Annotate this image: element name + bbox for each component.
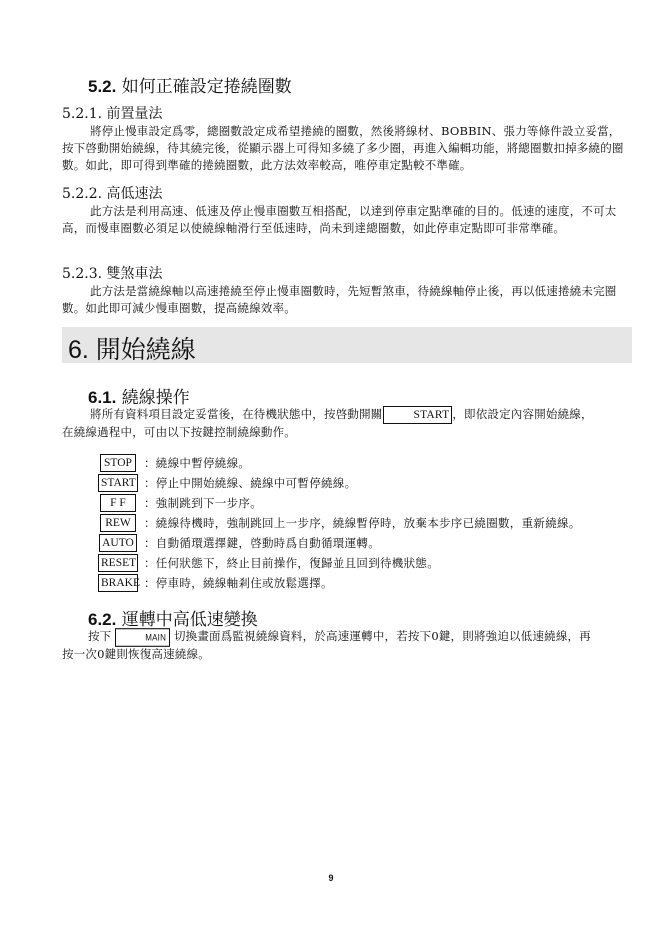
ff-key: F F <box>100 494 136 512</box>
section-6-2-number: 6.2. <box>88 610 117 629</box>
chapter-6-heading: 6. 開始繞線 <box>68 336 196 364</box>
section-5-2-1-heading: 5.2.1. 前置量法 <box>62 106 163 122</box>
key-row-reset <box>98 553 581 573</box>
reset-key: RESET <box>98 554 138 572</box>
section-6-1-number: 6.1. <box>88 388 117 407</box>
section-6-1-text-after: ，即依設定內容開始繞線， <box>452 407 593 421</box>
section-5-2-1-body: 將停止慢車設定爲零，總圈數設定成希望捲繞的圈數，然後將線材、BOBBIN、張力等條件設立妥當，按下啓動開始繞線，待其繞完後，從顯示器上可得知多繞了多少圈，再進入編輯功能，將總圈數扣掉多繞的圈數。如此，即可得到準確的捲繞圈數，此方法效率較高，唯停車定點較不準確。 <box>62 124 624 172</box>
page-number: 9 <box>328 873 334 883</box>
rew-key-description: ：繞線待機時，強制跳回上一步序，繞線暫停時，放棄本步序已繞圈數，重新繞線。 <box>144 516 581 530</box>
auto-key: AUTO <box>99 534 137 552</box>
brake-key-description: ：停車時，繞線軸剎住或放鬆選擇。 <box>144 576 333 590</box>
section-6-1-text-before: 將所有資料項目設定妥當後，在待機狀態中，按啓動開關 <box>90 407 383 421</box>
section-6-2-body <box>62 627 630 646</box>
section-5-2-title: 如何正確設定捲繞圈數 <box>121 77 292 97</box>
section-5-2-2-body: 此方法是利用高速、低速及停止慢車圈數互相搭配，以達到停車定點準確的目的。低速的速度，不可太高，而慢車圈數必須足以使繞線軸滑行至低速時，尚未到達總圈數，如此停車定點即可非常準確。 <box>62 204 617 235</box>
section-5-2-2-heading: 5.2.2. 高低速法 <box>62 186 163 202</box>
section-6-1-body <box>62 405 630 424</box>
rew-key: REW <box>100 514 136 532</box>
start-key-description: ：停止中開始繞線、繞線中可暫停繞線。 <box>144 476 357 490</box>
section-6-1-title: 繞線操作 <box>121 388 190 408</box>
key-row-start <box>98 473 581 493</box>
brake-key: BRAKE <box>98 574 138 592</box>
section-5-2-3-body: 此方法是當繞線軸以高速捲繞至停止慢車圈數時，先短暫煞車，待繞線軸停止後，再以低速捲繞未完圈數。如此即可減少慢車圈數，提高繞線效率。 <box>62 284 617 315</box>
key-row-ff <box>98 493 581 513</box>
section-6-2-body-line2: 按一次0鍵則恢復高速繞線。 <box>62 647 210 661</box>
stop-key-description: ：繞線中暫停繞線。 <box>144 456 251 470</box>
key-row-auto <box>98 533 581 553</box>
key-row-rew <box>98 513 581 533</box>
section-5-2-number: 5.2. <box>88 77 117 96</box>
reset-key-description: ：任何狀態下，終止目前操作，復歸並且回到待機狀態。 <box>144 556 439 570</box>
key-function-list <box>98 453 581 593</box>
section-6-2-title: 運轉中高低速變換 <box>121 610 258 630</box>
start-key-inline: START <box>383 406 453 424</box>
stop-key: STOP <box>100 454 136 472</box>
ff-key-description: ：強制跳到下一步序。 <box>144 496 262 510</box>
section-5-2-3-heading: 5.2.3. 雙煞車法 <box>62 266 163 282</box>
key-row-stop <box>98 453 581 473</box>
section-6-1-body-line2: 在繞線過程中，可由以下按鍵控制繞線動作。 <box>62 425 296 439</box>
auto-key-description: ：自動循環選擇鍵，啓動時爲自動循環運轉。 <box>144 536 380 550</box>
section-6-2-text-after: 切換畫面爲監視繞線資料，於高速運轉中，若按下0鍵，則將強迫以低速繞線，再 <box>173 629 591 643</box>
section-5-2-heading <box>88 72 292 97</box>
section-6-2-press: 按下 <box>88 629 112 643</box>
key-row-brake <box>98 573 581 593</box>
start-key: START <box>98 474 138 492</box>
main-key-inline: MAIN <box>115 628 170 647</box>
